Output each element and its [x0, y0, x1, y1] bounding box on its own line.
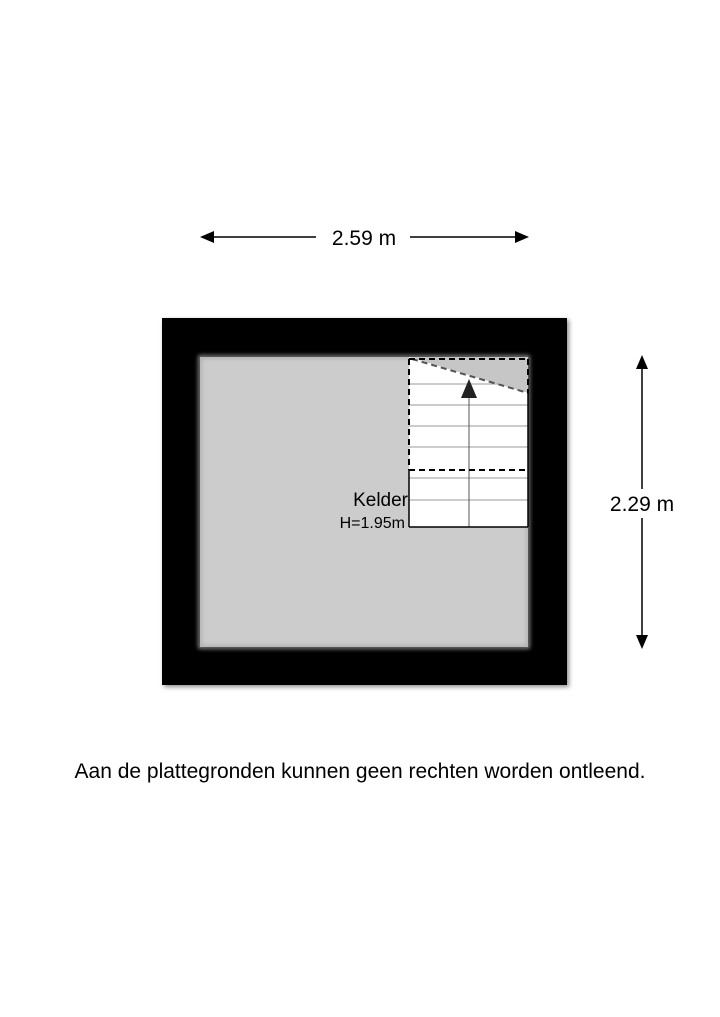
staircase	[409, 357, 528, 527]
width-dimension	[200, 227, 529, 250]
width-dimension-label: 2.59 m	[331, 227, 397, 250]
arrow-down-icon	[636, 635, 648, 649]
disclaimer-text: Aan de plattegronden kunnen geen rechten worden ontleend.	[74, 760, 646, 783]
room-name: Kelder	[353, 490, 408, 511]
room-height: H=1.95m	[339, 515, 405, 532]
height-dimension	[610, 355, 674, 649]
height-dimension-label: 2.29 m	[609, 493, 675, 516]
arrow-left-icon	[200, 231, 214, 243]
arrow-right-icon	[515, 231, 529, 243]
arrow-up-icon	[636, 355, 648, 369]
